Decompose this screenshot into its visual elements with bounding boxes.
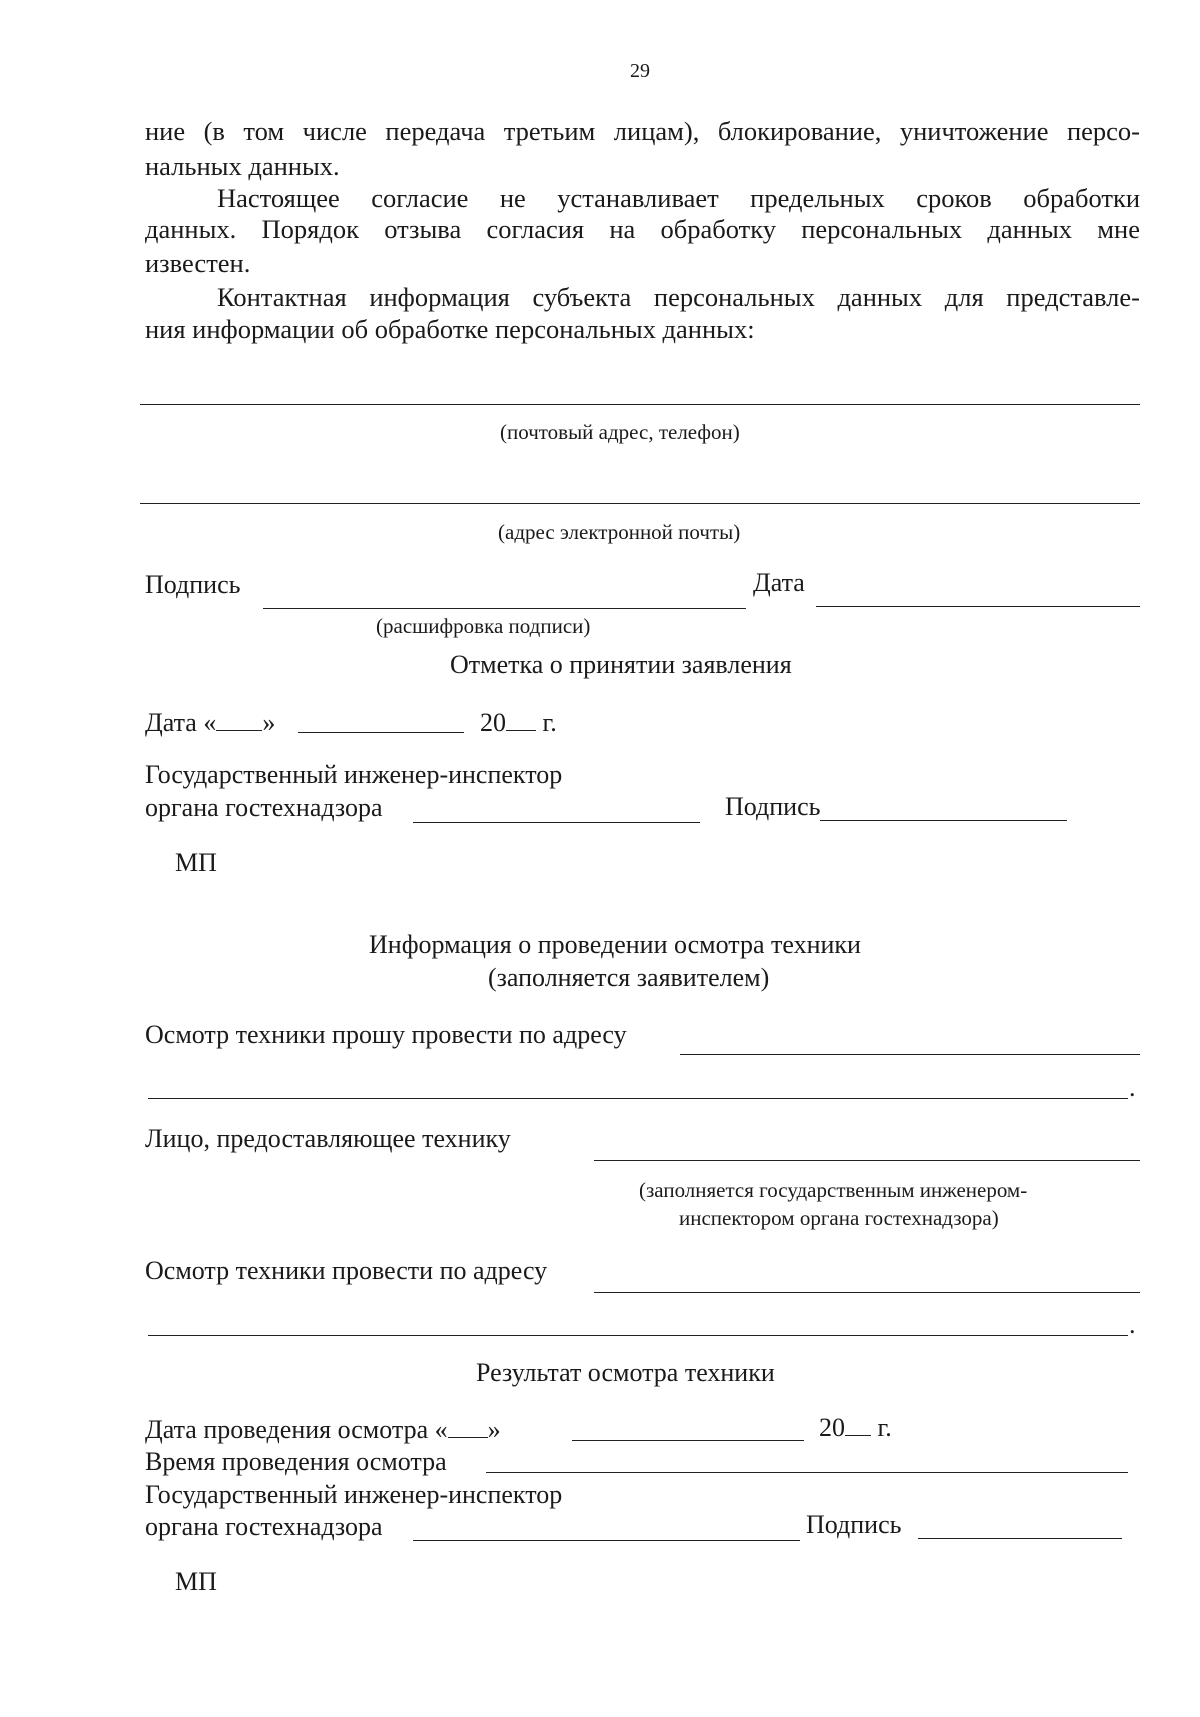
date-label: Дата <box>753 568 805 597</box>
contact-intro-line-1 <box>217 281 1140 314</box>
acceptance-day-field[interactable] <box>216 706 262 731</box>
result-inspector-field[interactable] <box>413 1540 800 1541</box>
acceptance-date-row <box>145 706 275 738</box>
result-date-label: Дата проведения осмотра « <box>145 1415 448 1444</box>
result-year-suffix: г. <box>877 1413 892 1442</box>
result-inspector-line-2: органа гостехнадзора <box>145 1512 383 1541</box>
result-year-field[interactable] <box>845 1411 871 1436</box>
conduct-address-period: . <box>1129 1310 1136 1339</box>
signature-label: Подпись <box>145 570 241 599</box>
conduct-address-field-continued[interactable] <box>148 1335 1128 1336</box>
result-time-field[interactable] <box>486 1472 1128 1473</box>
acceptance-inspector-field[interactable] <box>413 822 700 823</box>
result-day-field[interactable] <box>448 1413 488 1438</box>
consent-line-1 <box>217 182 1140 215</box>
acceptance-year-suffix: г. <box>542 708 557 737</box>
conduct-address-label: Осмотр техники провести по адресу <box>145 1256 548 1285</box>
request-address-field[interactable] <box>680 1054 1140 1055</box>
postal-address-field[interactable] <box>140 404 1140 405</box>
acceptance-year-field[interactable] <box>506 706 536 731</box>
acceptance-date-quote-close: » <box>262 708 276 737</box>
consent-line-2: данных. Порядок отзыва согласия на обработку персональных данных мне <box>145 214 1140 244</box>
provider-label: Лицо, предоставляющее технику <box>145 1124 511 1153</box>
request-address-label: Осмотр техники прошу провести по адресу <box>145 1020 627 1049</box>
conduct-address-field[interactable] <box>594 1292 1140 1293</box>
inspector-note-line-1: (заполняется государственным инженером- <box>639 1178 1028 1202</box>
result-time-label: Время проведения осмотра <box>145 1447 447 1476</box>
result-month-field[interactable] <box>572 1440 804 1441</box>
result-title: Результат осмотра техники <box>476 1358 775 1387</box>
postal-address-caption: (почтовый адрес, телефон) <box>500 420 740 444</box>
contact-intro-line-1-text: Контактная информация субъекта персональных данных для представле- <box>217 282 1140 312</box>
result-year-row <box>819 1411 892 1443</box>
acceptance-date-prefix: Дата « <box>145 708 217 737</box>
result-stamp: МП <box>175 1567 217 1596</box>
inspector-note-line-2: инспектором органа гостехнадзора) <box>679 1206 999 1230</box>
inspection-info-subtitle: (заполняется заявителем) <box>488 963 770 992</box>
acceptance-month-field[interactable] <box>298 732 464 733</box>
acceptance-inspector-line-1: Государственный инженер-инспектор <box>145 760 563 789</box>
request-address-period: . <box>1129 1073 1136 1102</box>
result-signature-label: Подпись <box>806 1510 902 1539</box>
result-signature-field[interactable] <box>918 1538 1122 1539</box>
acceptance-year-prefix: 20 <box>480 708 506 737</box>
acceptance-year-row <box>480 706 557 738</box>
provider-field[interactable] <box>594 1160 1140 1161</box>
signature-field[interactable] <box>263 608 746 609</box>
consent-line-3: известен. <box>145 248 251 278</box>
result-year-prefix: 20 <box>819 1413 845 1442</box>
page-number: 29 <box>630 60 650 82</box>
result-date-row <box>145 1413 501 1445</box>
acceptance-inspector-line-2: органа гостехнадзора <box>145 793 383 822</box>
acceptance-signature-field[interactable] <box>820 820 1067 821</box>
acceptance-title: Отметка о принятии заявления <box>450 650 792 679</box>
intro-line-1: ние (в том числе передача третьим лицам), блокирование, уничтожение персо- <box>145 116 1140 146</box>
consent-line-1-text: Настоящее согласие не устанавливает предельных сроков обработки <box>217 183 1140 213</box>
result-inspector-line-1: Государственный инженер-инспектор <box>145 1480 563 1509</box>
email-caption: (адрес электронной почты) <box>498 520 741 544</box>
acceptance-stamp: МП <box>175 848 217 877</box>
inspection-info-title: Информация о проведении осмотра техники <box>369 930 861 959</box>
request-address-field-continued[interactable] <box>148 1098 1128 1099</box>
intro-line-2: нальных данных. <box>145 151 340 181</box>
email-field[interactable] <box>140 503 1140 504</box>
signature-decode-caption: (расшифровка подписи) <box>376 614 591 638</box>
contact-intro-line-2: ния информации об обработке персональных данных: <box>145 314 755 344</box>
acceptance-signature-label: Подпись <box>725 792 821 821</box>
date-field[interactable] <box>816 606 1140 607</box>
result-date-quote-close: » <box>487 1415 501 1444</box>
